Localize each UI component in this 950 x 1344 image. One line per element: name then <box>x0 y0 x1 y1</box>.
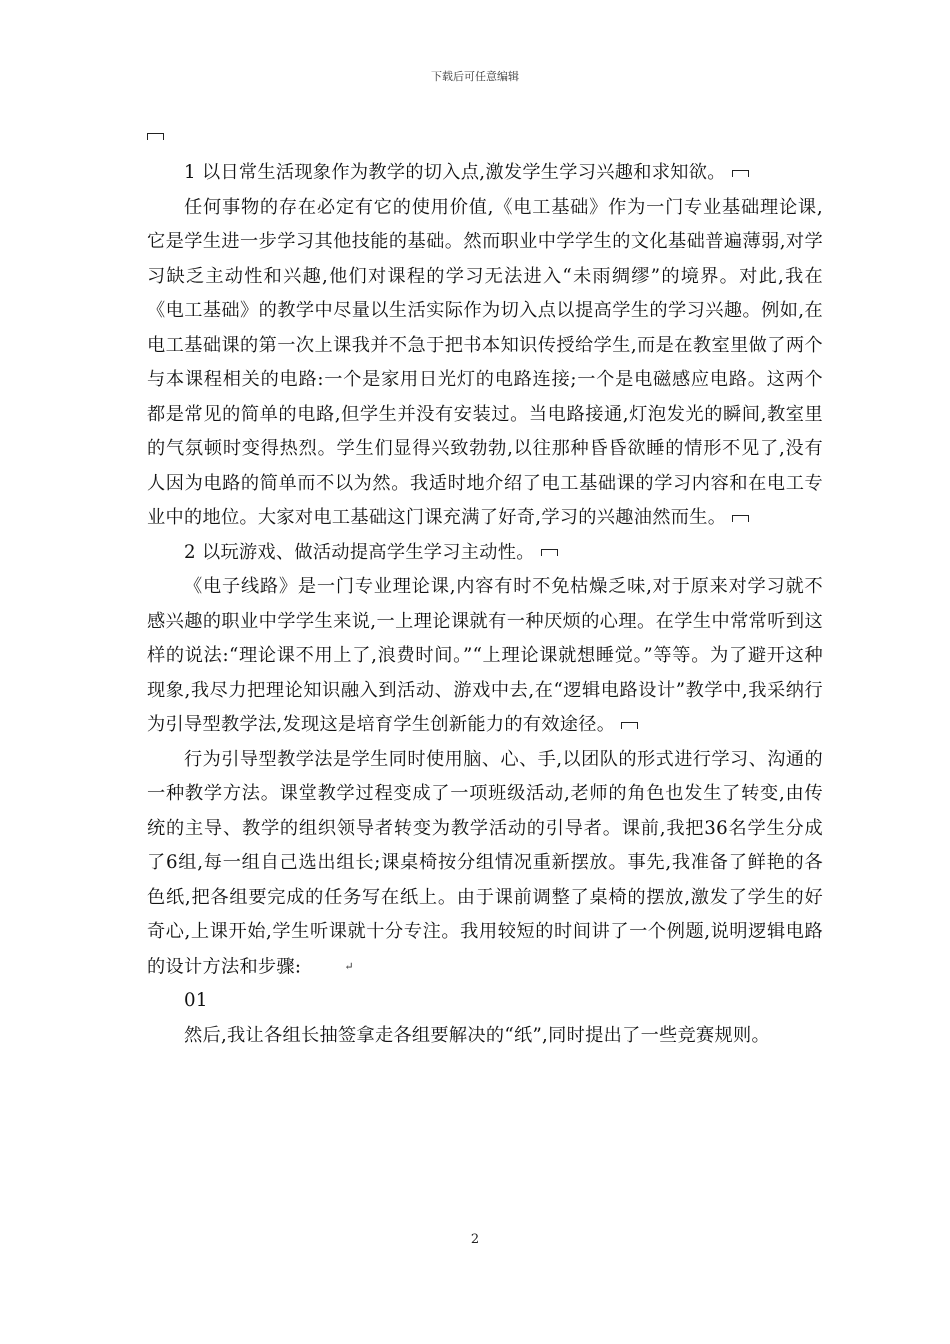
heading-text: 1 以日常生活现象作为教学的切入点,激发学生学习兴趣和求知欲。 <box>184 162 726 183</box>
paragraph-mark-icon <box>621 722 638 729</box>
paragraph-text: 《电子线路》是一门专业理论课,内容有时不免枯燥乏味,对于原来对学习就不感兴趣的职业中学学生来说,一上理论课就有一种厌烦的心理。在学生中常常听到这样的说法:“理论课不用上了,浪费时间。”“上理论课就想睡觉。”等等。为了避开这种现象,我尽力把理论知识融入到活动、游戏中去,在“逻辑电路设计”教学中,我采纳行为引导型教学法,发现这是培育学生创新能力的有效途径。 <box>147 576 823 735</box>
paragraph-mark-icon <box>147 133 164 140</box>
section-break <box>147 126 823 156</box>
paragraph-mark-icon <box>732 515 749 522</box>
paragraph-1 <box>147 191 823 536</box>
paragraph-2 <box>147 570 823 743</box>
code-line: 01 <box>184 990 208 1012</box>
paragraph-4: 然后,我让各组长抽签拿走各组要解决的“纸”,同时提出了一些竞赛规则。 <box>184 1024 770 1046</box>
paragraph-text: 任何事物的存在必定有它的使用价值,《电工基础》作为一门专业基础理论课,它是学生进一步学习其他技能的基础。然而职业中学学生的文化基础普遍薄弱,对学习缺乏主动性和兴趣,他们对课程的学习无法进入“未雨绸缪”的境界。对此,我在《电工基础》的教学中尽量以生活实际作为切入点以提高学生的学习兴趣。例如,在电工基础课的第一次上课我并不急于把书本知识传授给学生,而是在教室里做了两个与本课程相关的电路:一个是家用日光灯的电路连接;一个是电磁感应电路。这两个都是常见的简单的电路,但学生并没有安装过。当电路接通,灯泡发光的瞬间,教室里的气氛顿时变得热烈。学生们显得兴致勃勃,以往那种昏昏欲睡的情形不见了,没有人因为电路的简单而不以为然。我适时地介绍了电工基础课的学习内容和在电工专业中的地位。大家对电工基础这门课充满了好奇,学习的兴趣油然而生。 <box>147 196 823 528</box>
paragraph-3 <box>147 743 823 985</box>
heading-text: 2 以玩游戏、做活动提高学生学习主动性。 <box>184 541 535 563</box>
paragraph-text: 行为引导型教学法是学生同时使用脑、心、手,以团队的形式进行学习、沟通的一种教学方法。课堂教学过程变成了一项班级活动,老师的角色也发生了转变,由传统的主导、教学的组织领导者转变为教学活动的引导者。课前,我把36名学生分成了6组,每一组自己选出组长;课桌椅按分组情况重新摆放。事先,我准备了鲜艳的各色纸,把各组要完成的任务写在纸上。由于课前调整了桌椅的摆放,激发了学生的好奇心,上课开始,学生听课就十分专注。我用较短的时间讲了一个例题,说明逻辑电路的设计方法和步骤: <box>147 748 823 977</box>
paragraph-mark-icon <box>541 549 558 556</box>
paragraph-mark-icon <box>732 170 749 177</box>
section-heading-2 <box>147 536 823 571</box>
document-body <box>147 126 823 1053</box>
line-break-icon: ↵ <box>344 959 354 973</box>
section-heading-1 <box>147 156 823 191</box>
page-header: 下载后可任意编辑 <box>431 70 519 83</box>
page-number: 2 <box>470 1232 480 1247</box>
